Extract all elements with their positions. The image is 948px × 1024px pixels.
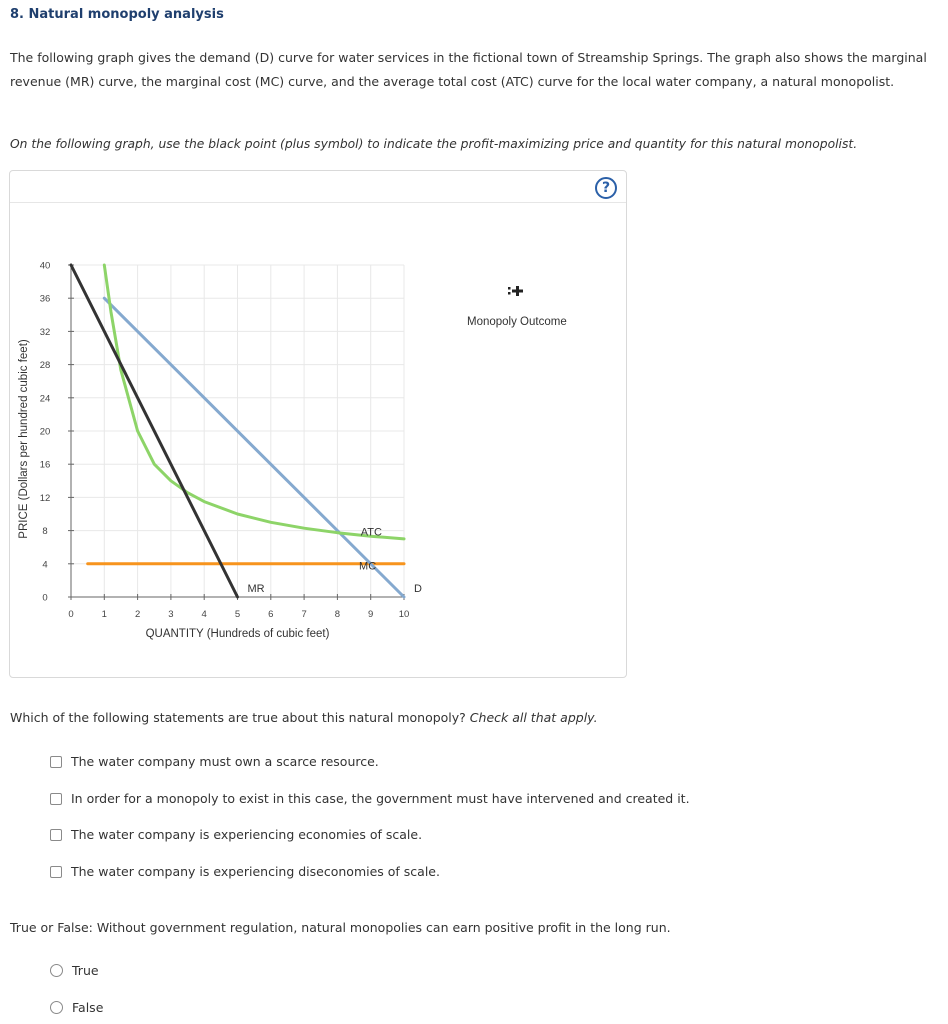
checkbox[interactable] (50, 829, 62, 841)
d-label: D (413, 583, 422, 596)
mc-label: MC (359, 560, 377, 573)
x-tick-label: 5 (234, 609, 241, 620)
radio-button[interactable] (50, 1001, 63, 1014)
x-tick-label: 9 (368, 609, 374, 620)
mr-label: MR (247, 583, 265, 596)
monopoly-outcome-plus-tool[interactable] (508, 286, 523, 296)
radio-option-false[interactable] (50, 1000, 103, 1015)
y-axis-label: PRICE (Dollars per hundred cubic feet) (18, 339, 30, 539)
true-false-prompt: True or False: Without government regulation, natural monopolies can earn positive profit in the long run. (10, 920, 671, 935)
checkbox-label: The water company is experiencing economies of scale. (71, 827, 423, 842)
question-title: 8. Natural monopoly analysis (10, 7, 224, 22)
monopoly-outcome-label: Monopoly Outcome (467, 316, 567, 328)
y-tick-label: 24 (39, 393, 51, 405)
y-tick-label: 4 (42, 559, 48, 571)
intro-line-2: revenue (MR) curve, the marginal cost (MC) curve, and the average total cost (ATC) curve for the local water company, a natural monopolist. (10, 74, 895, 89)
y-tick-label: 12 (39, 492, 51, 504)
checkbox-prompt-hint: Check all that apply. (469, 710, 598, 725)
y-tick-label: 16 (39, 459, 51, 471)
y-tick-label: 20 (39, 426, 51, 438)
y-tick-label: 32 (39, 326, 51, 338)
curve-d (104, 298, 404, 597)
x-tick-label: 7 (301, 609, 307, 620)
graph-instruction: On the following graph, use the black point (plus symbol) to indicate the profit-maximizing price and quantity for this natural monopolist. (10, 137, 858, 151)
x-tick-label: 3 (168, 609, 174, 620)
x-tick-label: 0 (68, 609, 74, 620)
y-tick-label: 8 (42, 526, 48, 538)
y-tick-label: 36 (39, 293, 51, 305)
x-tick-label: 4 (201, 609, 207, 620)
checkbox-label: The water company is experiencing diseconomies of scale. (71, 864, 440, 879)
x-tick-label: 10 (398, 609, 410, 620)
checkbox-option[interactable] (50, 791, 690, 806)
checkbox[interactable] (50, 756, 62, 768)
checkbox-option[interactable] (50, 827, 422, 842)
radio-label: True (72, 963, 99, 978)
checkbox-prompt-text: Which of the following statements are true about this natural monopoly? (10, 710, 466, 725)
checkbox-question-prompt (10, 710, 598, 725)
y-tick-label: 40 (39, 260, 51, 272)
checkbox-option[interactable] (50, 754, 379, 769)
checkbox[interactable] (50, 866, 62, 878)
y-tick-label: 28 (39, 360, 51, 372)
x-tick-label: 6 (268, 609, 274, 620)
x-tick-label: 2 (134, 609, 141, 620)
checkbox-label: The water company must own a scarce resource. (71, 754, 379, 769)
radio-option-true[interactable] (50, 963, 99, 978)
y-tick-label: 0 (42, 592, 48, 604)
atc-label: ATC (360, 526, 382, 539)
help-button[interactable]: ? (595, 177, 617, 199)
x-tick-label: 1 (101, 609, 107, 620)
checkbox[interactable] (50, 793, 62, 805)
x-axis-label: QUANTITY (Hundreds of cubic feet) (145, 628, 330, 640)
radio-label: False (72, 1000, 104, 1015)
intro-line-1: The following graph gives the demand (D) curve for water services in the fictional town of Streamship Springs. The graph also shows the marginal (10, 50, 927, 65)
radio-button[interactable] (50, 964, 63, 977)
checkbox-label: In order for a monopoly to exist in this case, the government must have intervened and created it. (71, 791, 690, 806)
x-tick-label: 8 (334, 609, 341, 620)
checkbox-option[interactable] (50, 864, 440, 879)
